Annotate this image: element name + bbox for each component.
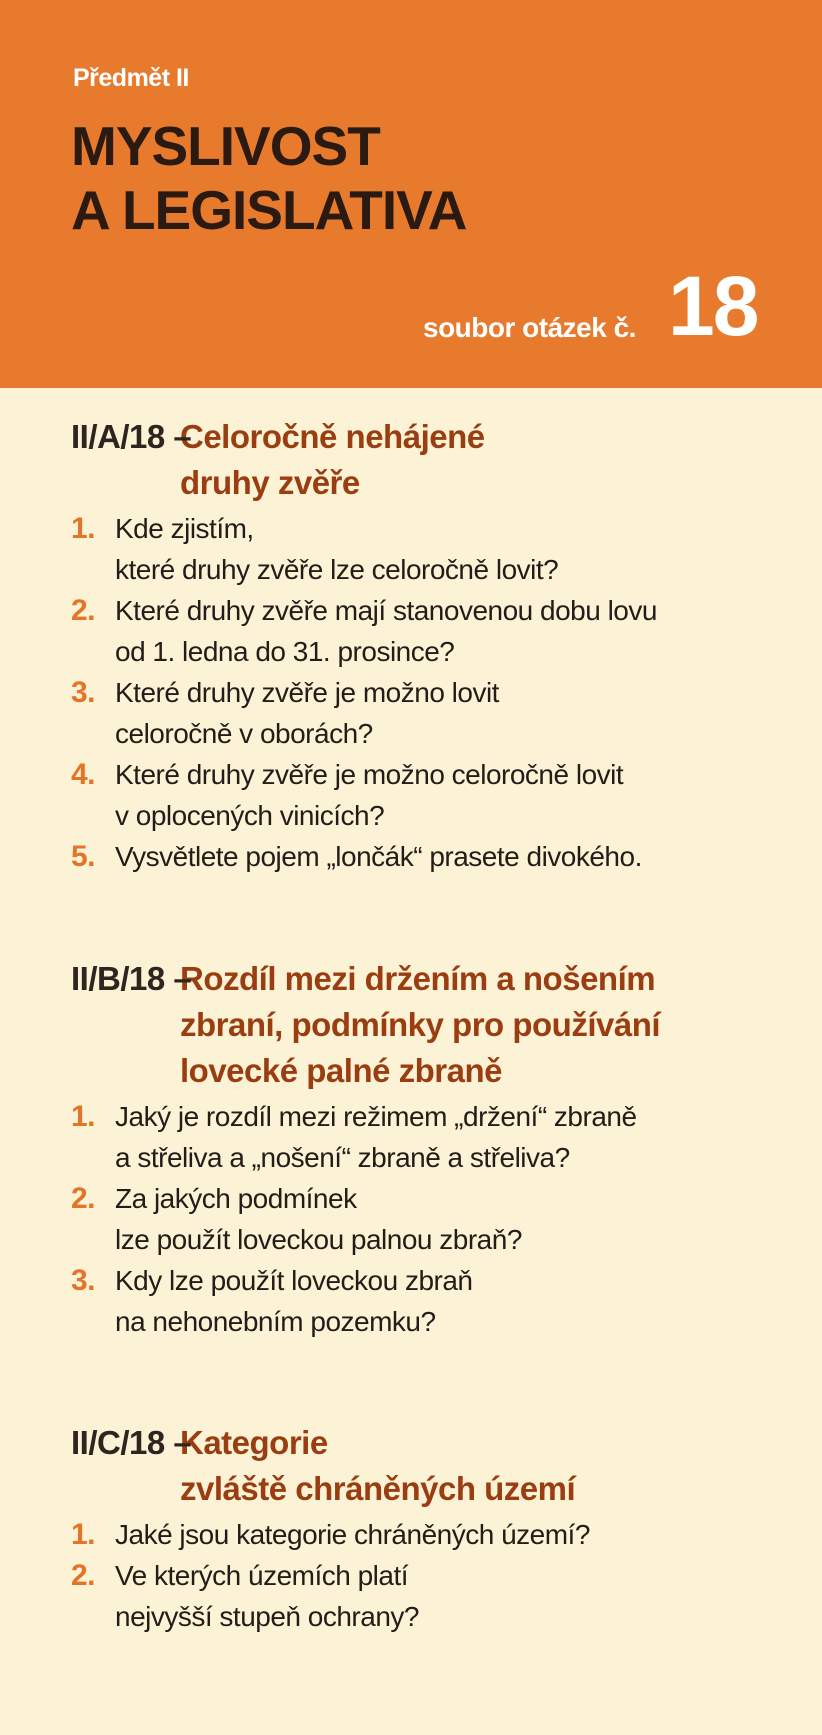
section-b bbox=[0, 956, 822, 1342]
section-a bbox=[0, 414, 822, 877]
question-number: 2. bbox=[71, 1182, 96, 1215]
question-number: 1. bbox=[71, 1100, 96, 1133]
page-title bbox=[71, 114, 466, 242]
question-text: Které druhy zvěře je možno celoročně lovit bbox=[115, 759, 624, 790]
question-text: Kdy lze použít loveckou zbraň bbox=[115, 1265, 473, 1296]
question-list bbox=[0, 508, 822, 877]
question-number: 3. bbox=[71, 676, 96, 709]
question-item bbox=[0, 508, 822, 590]
question-item bbox=[0, 836, 822, 877]
question-text: Které druhy zvěře mají stanovenou dobu lovu bbox=[115, 595, 657, 626]
question-text: nejvyšší stupeň ochrany? bbox=[115, 1601, 419, 1632]
question-number: 1. bbox=[71, 512, 96, 545]
section-title-line: lovecké palné zbraně bbox=[180, 1052, 502, 1089]
section-code: II/A/18 – bbox=[71, 418, 192, 455]
question-set-number: 18 bbox=[668, 259, 758, 353]
subject-label: Předmět II bbox=[73, 64, 189, 92]
question-text: celoročně v oborách? bbox=[115, 718, 373, 749]
section-title-line: zvláště chráněných území bbox=[180, 1470, 576, 1507]
section-title-line: zbraní, podmínky pro používání bbox=[180, 1006, 661, 1043]
question-text: které druhy zvěře lze celoročně lovit? bbox=[115, 554, 559, 585]
question-item bbox=[0, 1096, 822, 1178]
page-title-line: A LEGISLATIVA bbox=[71, 179, 467, 241]
question-text: na nehonebním pozemku? bbox=[115, 1306, 436, 1337]
question-text: Vysvětlete pojem „lončák“ prasete divokého. bbox=[115, 841, 642, 872]
question-number: 5. bbox=[71, 840, 96, 873]
section-title-line: Rozdíl mezi držením a nošením bbox=[180, 960, 656, 997]
question-item bbox=[0, 1514, 822, 1555]
question-item bbox=[0, 672, 822, 754]
section-code: II/B/18 – bbox=[71, 960, 192, 997]
question-number: 2. bbox=[71, 1559, 96, 1592]
question-list bbox=[0, 1096, 822, 1342]
question-item bbox=[0, 1178, 822, 1260]
question-text: lze použít loveckou palnou zbraň? bbox=[115, 1224, 522, 1255]
question-item bbox=[0, 1260, 822, 1342]
question-text: a střeliva a „nošení“ zbraně a střeliva? bbox=[115, 1142, 570, 1173]
section-c bbox=[0, 1420, 822, 1637]
header-banner bbox=[0, 0, 822, 388]
question-text: Jaké jsou kategorie chráněných území? bbox=[115, 1519, 590, 1550]
section-title-line: Kategorie bbox=[180, 1424, 328, 1461]
question-number: 1. bbox=[71, 1518, 96, 1551]
question-text: Za jakých podmínek bbox=[115, 1183, 357, 1214]
question-number: 2. bbox=[71, 594, 96, 627]
question-text: Jaký je rozdíl mezi režimem „držení“ zbraně bbox=[115, 1101, 637, 1132]
section-heading bbox=[0, 956, 822, 1094]
section-heading bbox=[0, 1420, 822, 1512]
question-text: v oplocených vinicích? bbox=[115, 800, 385, 831]
section-title-line: Celoročně nehájené bbox=[180, 418, 485, 455]
question-list bbox=[0, 1514, 822, 1637]
question-item bbox=[0, 1555, 822, 1637]
section-heading bbox=[0, 414, 822, 506]
question-number: 3. bbox=[71, 1264, 96, 1297]
question-text: Ve kterých územích platí bbox=[115, 1560, 409, 1591]
question-item bbox=[0, 754, 822, 836]
question-text: od 1. ledna do 31. prosince? bbox=[115, 636, 455, 667]
page-title-line: MYSLIVOST bbox=[71, 115, 380, 177]
question-set-label: soubor otázek č. bbox=[423, 312, 636, 343]
question-number: 4. bbox=[71, 758, 96, 791]
question-item bbox=[0, 590, 822, 672]
question-text: Které druhy zvěře je možno lovit bbox=[115, 677, 499, 708]
section-title-line: druhy zvěře bbox=[180, 464, 360, 501]
question-text: Kde zjistím, bbox=[115, 513, 254, 544]
section-code: II/C/18 – bbox=[71, 1424, 192, 1461]
